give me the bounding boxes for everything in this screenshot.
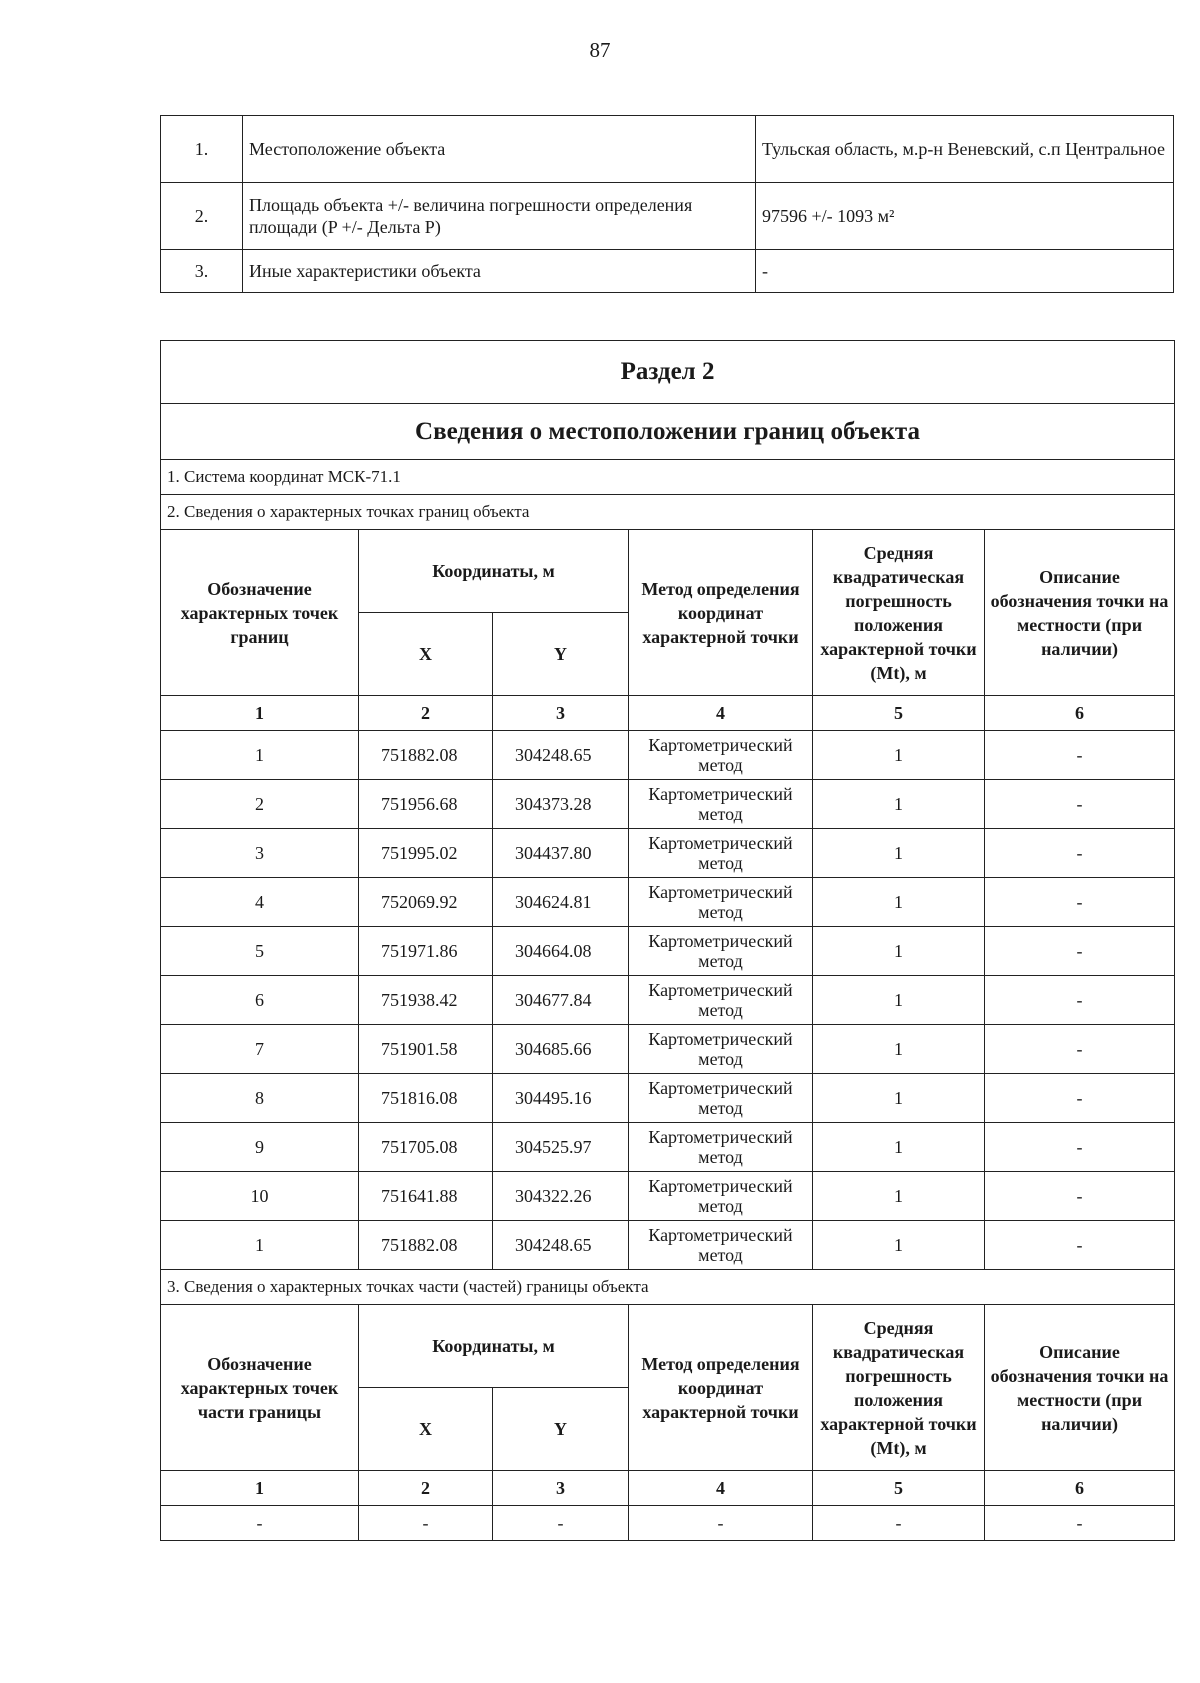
header-part-point-designation: Обозначение характерных точек части границы xyxy=(161,1305,359,1471)
column-number: 5 xyxy=(813,1471,985,1506)
table-row xyxy=(161,1074,1175,1123)
header-coordinates: Координаты, м xyxy=(359,530,629,613)
section-subtitle: Сведения о местоположении границ объекта xyxy=(161,404,1175,460)
part-cell: - xyxy=(161,1506,359,1541)
header-description: Описание обозначения точки на местности (при наличии) xyxy=(985,530,1175,696)
header-error: Средняя квадратическая погрешность положения характерной точки (Mt), м xyxy=(813,530,985,696)
point-desc: - xyxy=(985,976,1175,1025)
point-id: 2 xyxy=(161,780,359,829)
header-method: Метод определения координат характерной точки xyxy=(629,530,813,696)
column-numbers-row xyxy=(161,1471,1175,1506)
point-y: 304525.97 xyxy=(493,1123,629,1172)
column-number: 2 xyxy=(359,696,493,731)
point-x: 751971.86 xyxy=(359,927,493,976)
point-id: 7 xyxy=(161,1025,359,1074)
row-value: - xyxy=(756,250,1174,293)
table-row xyxy=(161,731,1175,780)
point-y: 304437.80 xyxy=(493,829,629,878)
column-number: 4 xyxy=(629,1471,813,1506)
row-label: Площадь объекта +/- величина погрешности определения площади (P +/- Дельта P) xyxy=(243,183,756,250)
point-y: 304322.26 xyxy=(493,1172,629,1221)
point-mt: 1 xyxy=(813,1172,985,1221)
header-x: X xyxy=(359,1388,493,1471)
object-info-table xyxy=(160,115,1174,293)
table-row xyxy=(161,829,1175,878)
column-number: 3 xyxy=(493,696,629,731)
coordinate-system: 1. Система координат МСК-71.1 xyxy=(161,460,1175,495)
point-method: Картометрический метод xyxy=(629,878,813,927)
point-desc: - xyxy=(985,1172,1175,1221)
header-y: Y xyxy=(493,1388,629,1471)
point-y: 304248.65 xyxy=(493,731,629,780)
point-method: Картометрический метод xyxy=(629,927,813,976)
point-x: 751995.02 xyxy=(359,829,493,878)
column-number: 1 xyxy=(161,1471,359,1506)
point-desc: - xyxy=(985,1221,1175,1270)
header-coordinates: Координаты, м xyxy=(359,1305,629,1388)
table-row xyxy=(161,878,1175,927)
table-row xyxy=(161,976,1175,1025)
point-x: 751705.08 xyxy=(359,1123,493,1172)
row-label: Иные характеристики объекта xyxy=(243,250,756,293)
row-number: 1. xyxy=(161,116,243,183)
table-row xyxy=(161,183,1174,250)
table-row xyxy=(161,250,1174,293)
point-x: 751882.08 xyxy=(359,731,493,780)
point-x: 751882.08 xyxy=(359,1221,493,1270)
table-row xyxy=(161,927,1175,976)
part-cell: - xyxy=(813,1506,985,1541)
point-method: Картометрический метод xyxy=(629,1025,813,1074)
header-y: Y xyxy=(493,613,629,696)
table-row xyxy=(161,116,1174,183)
column-number: 2 xyxy=(359,1471,493,1506)
point-id: 6 xyxy=(161,976,359,1025)
point-desc: - xyxy=(985,1025,1175,1074)
column-numbers-row xyxy=(161,696,1175,731)
header-description: Описание обозначения точки на местности (при наличии) xyxy=(985,1305,1175,1471)
header-x: X xyxy=(359,613,493,696)
point-id: 10 xyxy=(161,1172,359,1221)
point-desc: - xyxy=(985,1074,1175,1123)
section-title: Раздел 2 xyxy=(161,341,1175,404)
table-row xyxy=(161,1172,1175,1221)
header-error: Средняя квадратическая погрешность положения характерной точки (Mt), м xyxy=(813,1305,985,1471)
column-number: 5 xyxy=(813,696,985,731)
part-points-row xyxy=(161,1506,1175,1541)
point-x: 751641.88 xyxy=(359,1172,493,1221)
point-desc: - xyxy=(985,829,1175,878)
points-heading: 2. Сведения о характерных точках границ объекта xyxy=(161,495,1175,530)
point-method: Картометрический метод xyxy=(629,1221,813,1270)
point-y: 304677.84 xyxy=(493,976,629,1025)
table-row xyxy=(161,1221,1175,1270)
point-method: Картометрический метод xyxy=(629,1172,813,1221)
points-table-body xyxy=(161,731,1175,1270)
point-mt: 1 xyxy=(813,1074,985,1123)
point-mt: 1 xyxy=(813,829,985,878)
point-mt: 1 xyxy=(813,976,985,1025)
row-number: 3. xyxy=(161,250,243,293)
point-method: Картометрический метод xyxy=(629,1074,813,1123)
header-point-designation: Обозначение характерных точек границ xyxy=(161,530,359,696)
point-y: 304373.28 xyxy=(493,780,629,829)
point-mt: 1 xyxy=(813,1025,985,1074)
point-method: Картометрический метод xyxy=(629,731,813,780)
point-x: 751956.68 xyxy=(359,780,493,829)
table-row xyxy=(161,1123,1175,1172)
header-method: Метод определения координат характерной точки xyxy=(629,1305,813,1471)
point-desc: - xyxy=(985,1123,1175,1172)
part-cell: - xyxy=(985,1506,1175,1541)
point-id: 1 xyxy=(161,1221,359,1270)
point-desc: - xyxy=(985,927,1175,976)
point-y: 304664.08 xyxy=(493,927,629,976)
table-row xyxy=(161,1025,1175,1074)
point-desc: - xyxy=(985,731,1175,780)
point-x: 751816.08 xyxy=(359,1074,493,1123)
point-x: 752069.92 xyxy=(359,878,493,927)
boundary-section-table xyxy=(160,340,1175,1541)
point-y: 304685.66 xyxy=(493,1025,629,1074)
point-id: 8 xyxy=(161,1074,359,1123)
part-cell: - xyxy=(629,1506,813,1541)
point-x: 751901.58 xyxy=(359,1025,493,1074)
row-number: 2. xyxy=(161,183,243,250)
part-cell: - xyxy=(493,1506,629,1541)
point-mt: 1 xyxy=(813,1123,985,1172)
page-number: 87 xyxy=(589,38,611,62)
point-desc: - xyxy=(985,878,1175,927)
point-x: 751938.42 xyxy=(359,976,493,1025)
point-mt: 1 xyxy=(813,927,985,976)
point-mt: 1 xyxy=(813,878,985,927)
row-label: Местоположение объекта xyxy=(243,116,756,183)
point-id: 4 xyxy=(161,878,359,927)
point-mt: 1 xyxy=(813,1221,985,1270)
point-method: Картометрический метод xyxy=(629,976,813,1025)
point-id: 9 xyxy=(161,1123,359,1172)
point-y: 304248.65 xyxy=(493,1221,629,1270)
point-desc: - xyxy=(985,780,1175,829)
column-number: 4 xyxy=(629,696,813,731)
point-id: 3 xyxy=(161,829,359,878)
point-id: 5 xyxy=(161,927,359,976)
point-method: Картометрический метод xyxy=(629,1123,813,1172)
row-value: Тульская область, м.р-н Веневский, с.п Центральное xyxy=(756,116,1174,183)
column-number: 3 xyxy=(493,1471,629,1506)
row-value: 97596 +/- 1093 м² xyxy=(756,183,1174,250)
parts-heading: 3. Сведения о характерных точках части (частей) границы объекта xyxy=(161,1270,1175,1305)
point-id: 1 xyxy=(161,731,359,780)
column-number: 1 xyxy=(161,696,359,731)
column-number: 6 xyxy=(985,696,1175,731)
point-mt: 1 xyxy=(813,780,985,829)
table-row xyxy=(161,780,1175,829)
point-method: Картометрический метод xyxy=(629,780,813,829)
point-y: 304495.16 xyxy=(493,1074,629,1123)
point-mt: 1 xyxy=(813,731,985,780)
point-method: Картометрический метод xyxy=(629,829,813,878)
column-number: 6 xyxy=(985,1471,1175,1506)
point-y: 304624.81 xyxy=(493,878,629,927)
part-cell: - xyxy=(359,1506,493,1541)
